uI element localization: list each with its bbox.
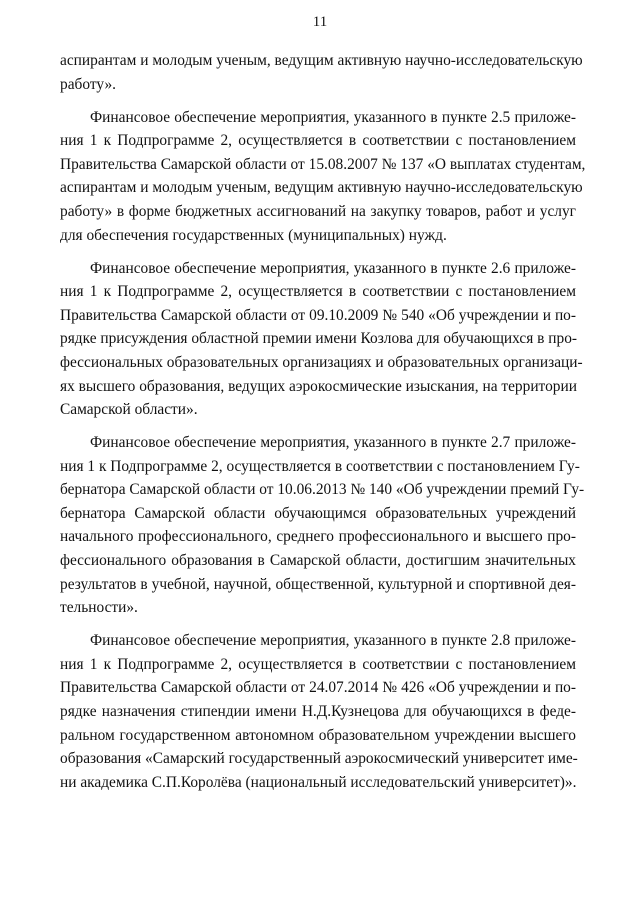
text-line: аспирантам и молодым ученым, ведущим активную научно-исследовательскую bbox=[60, 179, 583, 197]
paragraph bbox=[60, 257, 583, 422]
text-line: Правительства Самарской области от 24.07.2014 № 426 «Об учреждении и по- bbox=[60, 679, 576, 697]
text-line: ния 1 к Подпрограмме 2, осуществляется в соответствии с постановлением bbox=[60, 132, 576, 150]
text-line: работу» в форме бюджетных ассигнований на закупку товаров, работ и услуг bbox=[60, 202, 576, 220]
paragraph bbox=[60, 431, 585, 620]
document-body bbox=[60, 49, 586, 794]
text-line: ния 1 к Подпрограмме 2, осуществляется в соответствии с постановлением bbox=[60, 283, 576, 301]
text-line: ния 1 к Подпрограмме 2, осуществляется в соответствии с постановлением bbox=[60, 655, 576, 673]
text-line: образования «Самарский государственный аэрокосмический университет име- bbox=[60, 750, 578, 768]
text-line: результатов в учебной, научной, общественной, культурной и спортивной дея- bbox=[60, 575, 576, 593]
text-line: рядке назначения стипендии имени Н.Д.Кузнецова для обучающихся в феде- bbox=[60, 703, 576, 720]
text-line: для обеспечения государственных (муниципальных) нужд. bbox=[60, 226, 447, 244]
page-number: 11 bbox=[312, 14, 328, 30]
paragraph bbox=[60, 49, 583, 96]
text-line: Финансовое обеспечение мероприятия, указанного в пункте 2.6 приложе- bbox=[90, 259, 576, 277]
paragraph bbox=[60, 106, 586, 248]
text-line: Финансовое обеспечение мероприятия, указанного в пункте 2.5 приложе- bbox=[90, 108, 576, 126]
text-line: фессиональных образовательных организациях и образовательных организаци- bbox=[60, 353, 583, 371]
text-line: тельности». bbox=[60, 599, 138, 617]
text-line: рядке присуждения областной премии имени Козлова для обучающихся в про- bbox=[60, 330, 578, 348]
text-line: Финансовое обеспечение мероприятия, указанного в пункте 2.7 приложе- bbox=[90, 434, 576, 452]
text-line: бернатора Самарской области от 10.06.2013 № 140 «Об учреждении премий Гу- bbox=[60, 481, 585, 499]
text-line: аспирантам и молодым ученым, ведущим активную научно-исследовательскую bbox=[60, 52, 583, 69]
text-line: начального профессионального, среднего профессионального и высшего про- bbox=[60, 528, 576, 546]
text-line: Правительства Самарской области от 15.08.2007 № 137 «О выплатах студентам, bbox=[60, 155, 586, 173]
text-line: Финансовое обеспечение мероприятия, указанного в пункте 2.8 приложе- bbox=[90, 632, 576, 650]
text-line: работу». bbox=[60, 75, 116, 93]
text-line: бернатора Самарской области обучающимся образовательных учреждений bbox=[60, 504, 576, 522]
text-line: Самарской области». bbox=[60, 401, 198, 419]
paragraph bbox=[60, 629, 576, 794]
text-line: ях высшего образования, ведущих аэрокосмические изыскания, на территории bbox=[60, 377, 577, 395]
text-line: ни академика С.П.Королёва (национальный исследовательский университет)». bbox=[60, 773, 577, 791]
text-line: фессионального образования в Самарской области, достигшим значительных bbox=[60, 552, 576, 570]
text-line: Правительства Самарской области от 09.10.2009 № 540 «Об учреждении и по- bbox=[60, 306, 576, 324]
text-line: ральном государственном автономном образовательном учреждении высшего bbox=[60, 726, 576, 744]
text-line: ния 1 к Подпрограмме 2, осуществляется в соответствии с постановлением Гу- bbox=[60, 457, 580, 475]
